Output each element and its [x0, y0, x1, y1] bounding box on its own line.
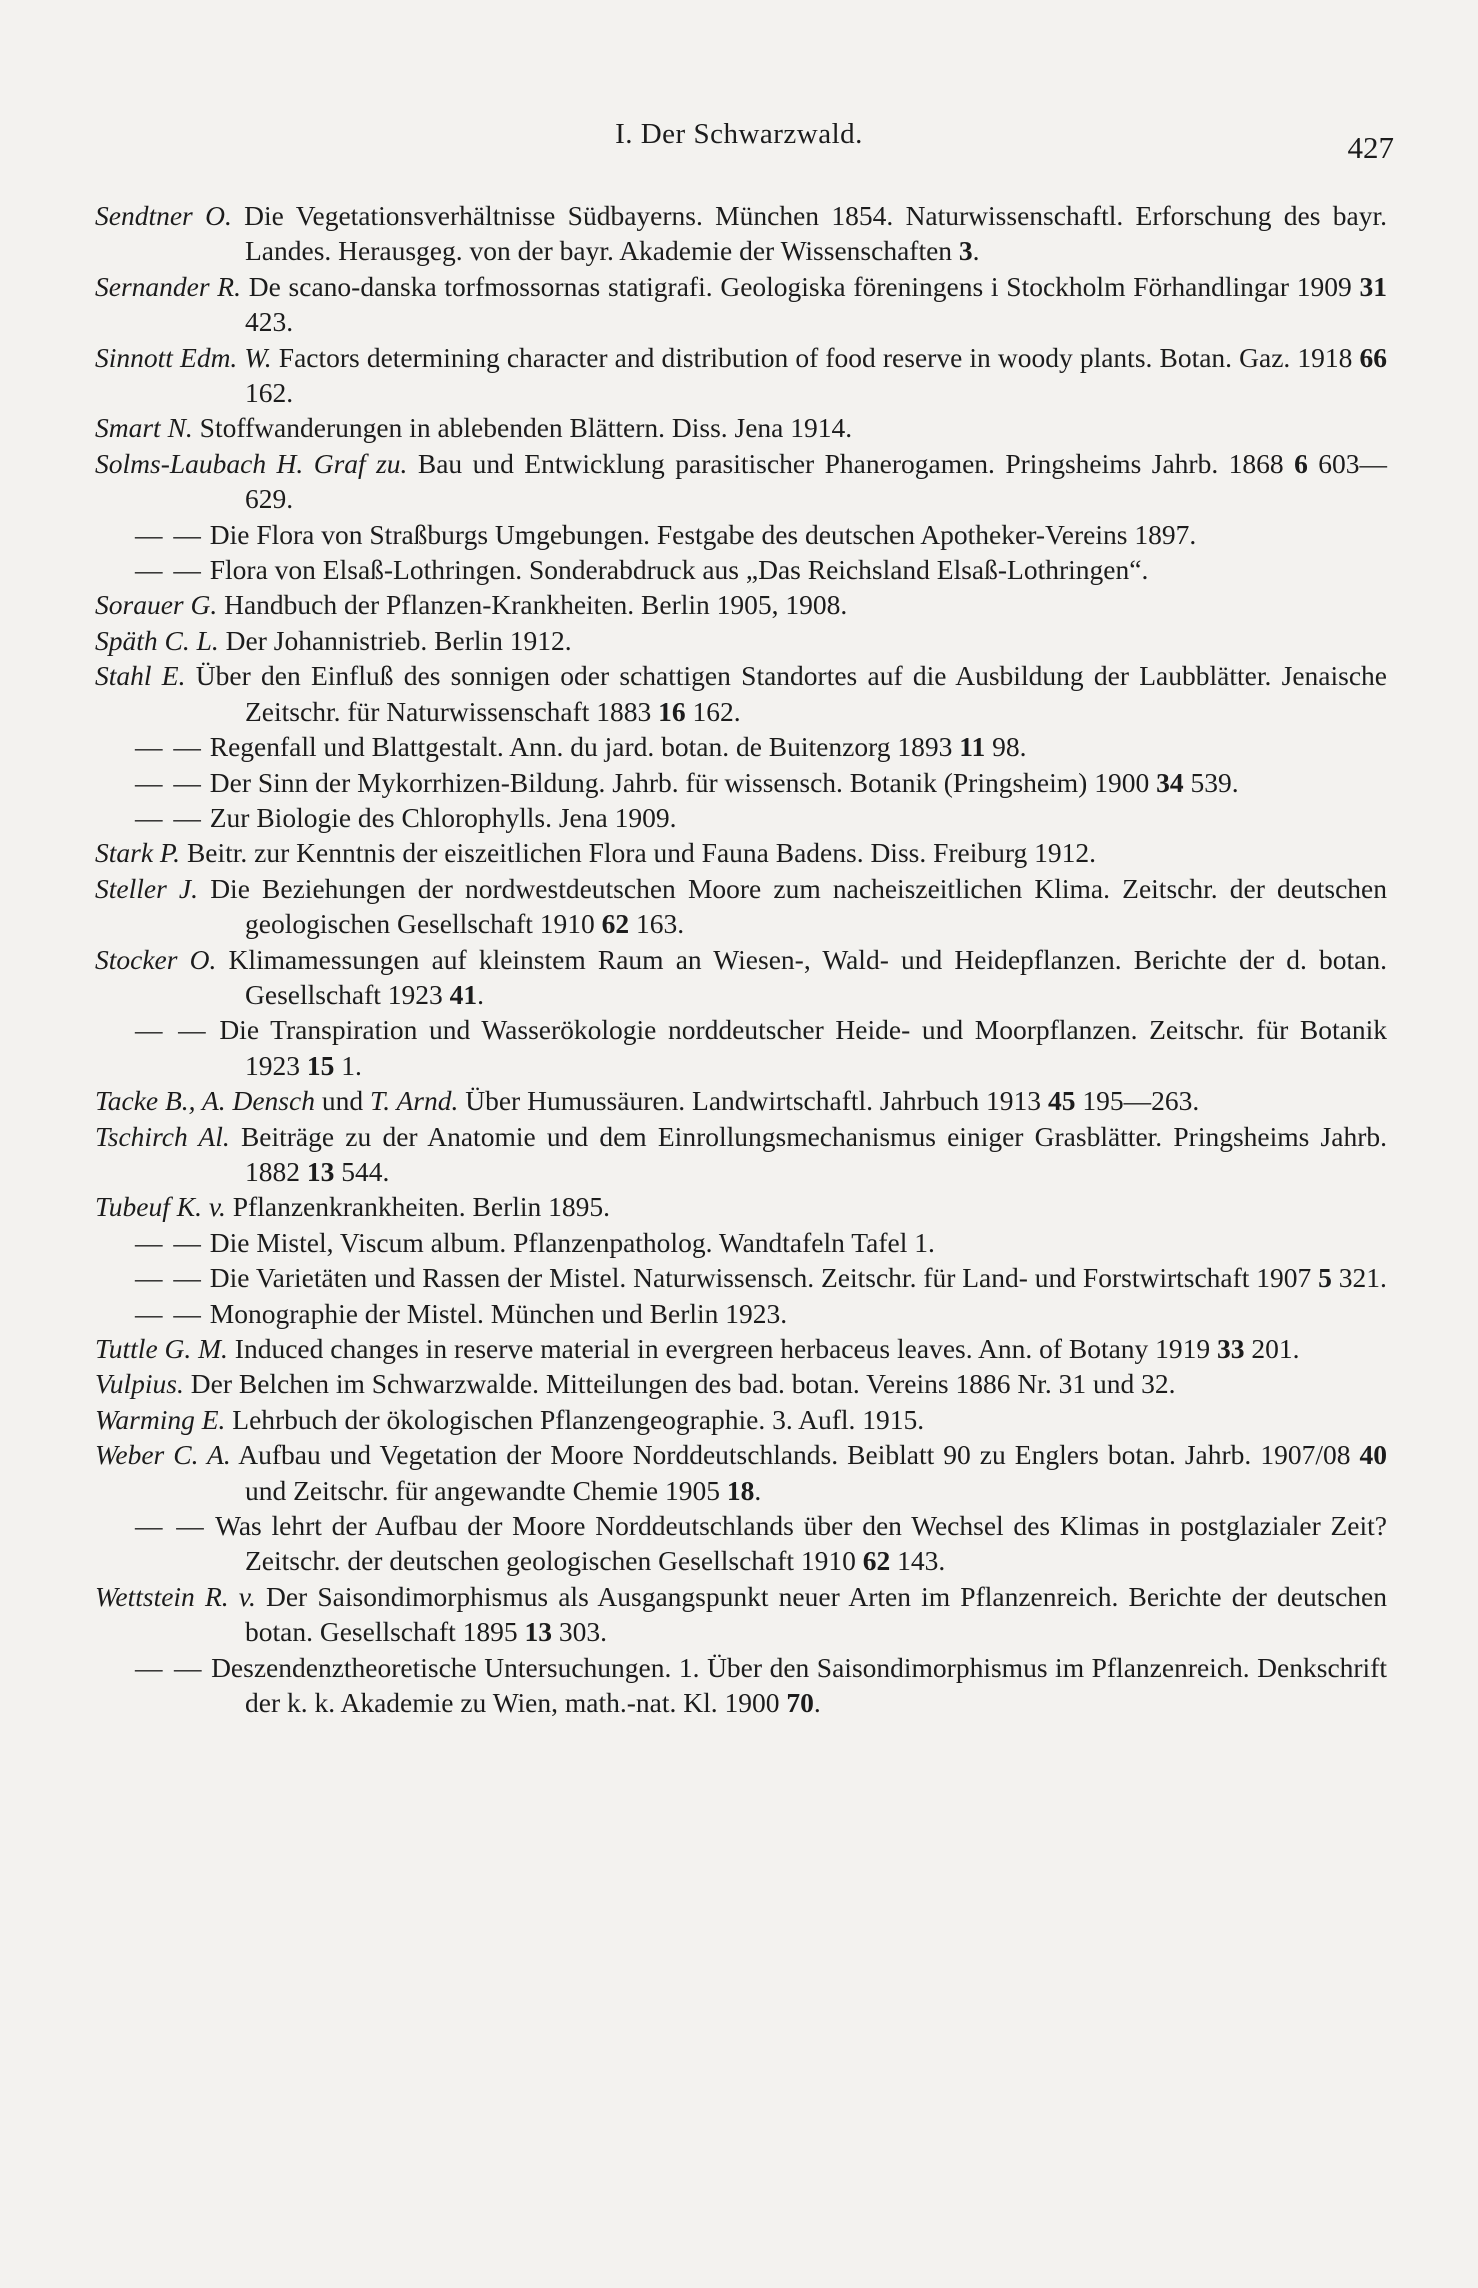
- entry-text: Aufbau und Vegetation der Moore Norddeutschlands. Beiblatt 90 zu Englers botan. Jahrb. 1907/08: [238, 1439, 1360, 1471]
- entry-author: [95, 1333, 228, 1364]
- author-segment: Sorauer G.: [95, 589, 218, 621]
- author-segment: Sinnott Edm. W.: [95, 341, 272, 373]
- entry-text: Regenfall und Blattgestalt. Ann. du jard. botan. de Buitenzorg 1893: [209, 731, 960, 763]
- volume-number: 40: [1359, 1439, 1388, 1471]
- bibliography-entry: [95, 1296, 1387, 1331]
- volume-number: 16: [658, 695, 686, 727]
- bibliography-entry: [95, 1437, 1387, 1508]
- entry-text: 98.: [985, 731, 1027, 763]
- volume-number: 18: [726, 1474, 755, 1506]
- volume-number: 3: [958, 235, 973, 267]
- entry-text: Flora von Elsaß-Lothringen. Sonderabdruck aus „Das Reichsland Elsaß-Lothringen“.: [209, 554, 1149, 586]
- bibliography-entry: [95, 729, 1387, 764]
- volume-number: 34: [1156, 766, 1184, 798]
- ditto-dash: — —: [135, 1651, 204, 1683]
- volume-number: 62: [862, 1545, 891, 1577]
- entry-text: Stoffwanderungen in ablebenden Blättern. Diss. Jena 1914.: [199, 412, 853, 444]
- volume-number: 41: [449, 978, 478, 1010]
- entry-author: [95, 1368, 184, 1399]
- entry-text: 1.: [334, 1049, 362, 1081]
- entry-text: .: [972, 235, 980, 267]
- bibliography-entry: [95, 587, 1387, 622]
- volume-number: 6: [1294, 447, 1308, 479]
- entry-author: [95, 660, 185, 691]
- entry-author: [95, 1581, 256, 1612]
- entry-text: Was lehrt der Aufbau der Moore Norddeutschlands über den Wechsel des Klimas in postglazialer Zeit? Zeitschr. der deutschen geologischen Gesellschaft 1910: [215, 1510, 1387, 1577]
- entry-text: .: [813, 1687, 821, 1719]
- author-segment: Stocker O.: [95, 943, 217, 975]
- running-title: I. Der Schwarzwald.: [615, 118, 863, 150]
- entry-text: Klimamessungen auf kleinstem Raum an Wiesen-, Wald- und Heidepflanzen. Berichte der d. botan. Gesellschaft 1923: [228, 943, 1387, 1010]
- bibliography-entry: [95, 1189, 1387, 1224]
- author-segment: Steller J.: [95, 872, 199, 904]
- bibliography-entry: [95, 658, 1387, 729]
- volume-number: 62: [601, 908, 630, 940]
- author-segment: Stahl E.: [95, 660, 186, 692]
- entry-text: 143.: [890, 1545, 946, 1577]
- author-segment: Vulpius.: [95, 1368, 184, 1400]
- entry-text: 201.: [1244, 1333, 1300, 1364]
- entry-text: Die Flora von Straßburgs Umgebungen. Festgabe des deutschen Apotheker-Vereins 1897.: [209, 518, 1197, 550]
- volume-number: 66: [1359, 341, 1388, 373]
- entry-text: 544.: [334, 1155, 390, 1187]
- bibliography-entry: [95, 1508, 1387, 1579]
- ditto-dash: — —: [135, 554, 203, 586]
- volume-number: 5: [1318, 1262, 1332, 1294]
- author-segment: Warming E.: [95, 1403, 226, 1435]
- entry-text: Der Johannistrieb. Berlin 1912.: [225, 624, 572, 656]
- bibliography-entry: [95, 1402, 1387, 1437]
- entry-text: 162.: [245, 377, 294, 409]
- entry-author: [95, 873, 198, 904]
- bibliography-entry: [95, 800, 1387, 835]
- entry-text: .: [477, 978, 485, 1010]
- author-segment: Smart N.: [95, 412, 193, 444]
- ditto-dash: — —: [135, 1014, 208, 1046]
- ditto-dash: — —: [135, 518, 203, 550]
- author-segment: Stark P.: [95, 837, 181, 869]
- author-segment: A. Densch: [195, 1085, 315, 1117]
- entry-text: Beiträge zu der Anatomie und dem Einrollungsmechanismus einiger Grasblätter. Pringsheims Jahrb. 1882: [240, 1120, 1387, 1187]
- ditto-dash: — —: [135, 766, 203, 798]
- entry-author: [95, 342, 272, 373]
- author-segment: Tschirch Al.: [95, 1120, 230, 1152]
- bibliography-entry: [95, 942, 1387, 1013]
- author-segment: Solms-Laubach H. Graf zu.: [95, 447, 408, 479]
- author-segment: und: [314, 1085, 370, 1117]
- entry-author: [95, 944, 216, 975]
- entry-text: 539.: [1183, 766, 1239, 798]
- author-segment: T. Arnd.: [369, 1085, 459, 1117]
- bibliography-entry: [95, 1012, 1387, 1083]
- ditto-dash: — —: [135, 1297, 203, 1329]
- bibliography-entry: [95, 1083, 1387, 1118]
- bibliography-entry: [95, 552, 1387, 587]
- entry-text: Der Saisondimorphismus als Ausgangspunkt neuer Arten im Pflanzenreich. Berichte der deutschen botan. Gesellschaft 1895: [245, 1580, 1388, 1648]
- entry-text: .: [754, 1474, 762, 1506]
- author-segment: Weber C. A.: [95, 1439, 231, 1471]
- bibliography-entry: [95, 623, 1387, 658]
- author-segment: Späth C. L.: [95, 624, 219, 656]
- entry-author: [95, 625, 219, 656]
- entry-text: Monographie der Mistel. München und Berlin 1923.: [209, 1297, 788, 1329]
- entry-author: [95, 1085, 458, 1116]
- page-number: 427: [1347, 130, 1394, 165]
- bibliography-entry: [95, 1650, 1387, 1721]
- entry-author: [95, 271, 241, 302]
- entry-text: Der Sinn der Mykorrhizen-Bildung. Jahrb. für wissensch. Botanik (Pringsheim) 1900: [209, 766, 1157, 798]
- entry-author: [95, 412, 193, 443]
- bibliography-list: [95, 198, 1387, 1720]
- entry-text: Der Belchen im Schwarzwalde. Mitteilungen des bad. botan. Vereins 1886 Nr. 31 und 32.: [190, 1368, 1176, 1400]
- ditto-dash: — —: [135, 731, 203, 763]
- entry-text: Zur Biologie des Chlorophylls. Jena 1909.: [209, 801, 677, 833]
- entry-text: Die Mistel, Viscum album. Pflanzenpatholog. Wandtafeln Tafel 1.: [209, 1226, 935, 1258]
- author-segment: Tuttle G. M.: [95, 1333, 228, 1364]
- ditto-dash: — —: [135, 1510, 206, 1542]
- author-segment: Tacke B.,: [95, 1085, 196, 1117]
- entry-text: Über Humussäuren. Landwirtschaftl. Jahrbuch 1913: [465, 1085, 1048, 1117]
- bibliography-entry: [95, 871, 1387, 942]
- entry-text: 603—629.: [245, 447, 1388, 515]
- entry-text: 195—263.: [1075, 1085, 1200, 1117]
- bibliography-entry: [95, 765, 1387, 800]
- bibliography-entry: [95, 446, 1387, 517]
- ditto-dash: — —: [135, 1262, 203, 1294]
- entry-text: Beitr. zur Kenntnis der eiszeitlichen Flora und Fauna Badens. Diss. Freiburg 1912.: [186, 837, 1097, 869]
- entry-text: De scano-danska torfmossornas statigrafi. Geologiska föreningens i Stockholm Förhandlingar 1909: [248, 270, 1360, 302]
- entry-text: Die Varietäten und Rassen der Mistel. Naturwissensch. Zeitschr. für Land- und Forstwirtschaft 1907: [209, 1262, 1319, 1294]
- entry-text: 162.: [685, 695, 741, 727]
- entry-text: Über den Einfluß des sonnigen oder schattigen Standortes auf die Ausbildung der Laubblätter. Jenaische Zeitschr. für Naturwissenschaft 1883: [195, 660, 1387, 727]
- entry-text: Induced changes in reserve material in evergreen herbaceus leaves. Ann. of Botany 1919: [234, 1333, 1218, 1364]
- entry-author: [95, 1121, 230, 1152]
- entry-text: Pflanzenkrankheiten. Berlin 1895.: [232, 1191, 611, 1223]
- entry-text: Factors determining character and distribution of food reserve in woody plants. Botan. Gaz. 1918: [278, 341, 1360, 373]
- bibliography-entry: [95, 1579, 1387, 1650]
- volume-number: 33: [1217, 1333, 1245, 1364]
- entry-text: Bau und Entwicklung parasitischer Phanerogamen. Pringsheims Jahrb. 1868: [417, 447, 1295, 479]
- bibliography-entry: [95, 835, 1387, 870]
- author-segment: Sendtner O.: [95, 200, 232, 231]
- entry-text: 423.: [245, 306, 294, 338]
- entry-author: [95, 448, 407, 479]
- entry-text: Die Beziehungen der nordwestdeutschen Moore zum nacheiszeitlichen Klima. Zeitschr. der deutschen geologischen Gesellschaft 1910: [210, 872, 1387, 940]
- volume-number: 13: [524, 1616, 553, 1648]
- ditto-dash: — —: [135, 1226, 203, 1258]
- bibliography-entry: [95, 517, 1387, 552]
- bibliography-entry: [95, 1260, 1387, 1295]
- entry-author: [95, 589, 217, 620]
- bibliography-entry: [95, 1331, 1387, 1366]
- bibliography-entry: [95, 1366, 1387, 1401]
- entry-text: 321.: [1331, 1262, 1387, 1294]
- volume-number: 70: [786, 1687, 814, 1719]
- entry-text: Handbuch der Pflanzen-Krankheiten. Berlin 1905, 1908.: [224, 589, 848, 621]
- author-segment: Wettstein R. v.: [95, 1580, 256, 1612]
- entry-text: Lehrbuch der ökologischen Pflanzengeographie. 3. Aufl. 1915.: [232, 1403, 925, 1435]
- ditto-dash: — —: [135, 801, 203, 833]
- volume-number: 11: [959, 731, 986, 763]
- entry-author: [95, 1439, 231, 1470]
- bibliography-entry: [95, 1119, 1387, 1190]
- entry-author: [95, 837, 180, 868]
- volume-number: 45: [1047, 1085, 1076, 1117]
- entry-text: Die Vegetationsverhältnisse Südbayerns. München 1854. Naturwissenschaftl. Erforschung des bayr. Landes. Herausgeg. von der bayr. Akademie der Wissenschaften: [244, 200, 1388, 267]
- bibliography-entry: [95, 198, 1387, 269]
- entry-text: Die Transpiration und Wasserökologie norddeutscher Heide- und Moorpflanzen. Zeitschr. für Botanik 1923: [219, 1014, 1388, 1081]
- bibliography-entry: [95, 340, 1387, 411]
- volume-number: 13: [306, 1155, 335, 1187]
- entry-author: [95, 1191, 226, 1222]
- entry-text: und Zeitschr. für angewandte Chemie 1905: [245, 1474, 727, 1506]
- author-segment: Tubeuf K. v.: [95, 1191, 226, 1223]
- author-segment: Sernander R.: [95, 270, 241, 302]
- entry-text: Deszendenztheoretische Untersuchungen. 1. Über den Saisondimorphismus im Pflanzenreich. Denkschrift der k. k. Akademie zu Wien, math.-nat. Kl. 1900: [211, 1651, 1387, 1719]
- bibliography-entry: [95, 410, 1387, 445]
- entry-text: 303.: [552, 1616, 608, 1648]
- entry-author: [95, 200, 232, 231]
- bibliography-entry: [95, 1225, 1387, 1260]
- entry-author: [95, 1404, 225, 1435]
- entry-text: 163.: [629, 908, 685, 940]
- volume-number: 31: [1359, 270, 1387, 302]
- volume-number: 15: [306, 1049, 335, 1081]
- bibliography-entry: [95, 269, 1387, 340]
